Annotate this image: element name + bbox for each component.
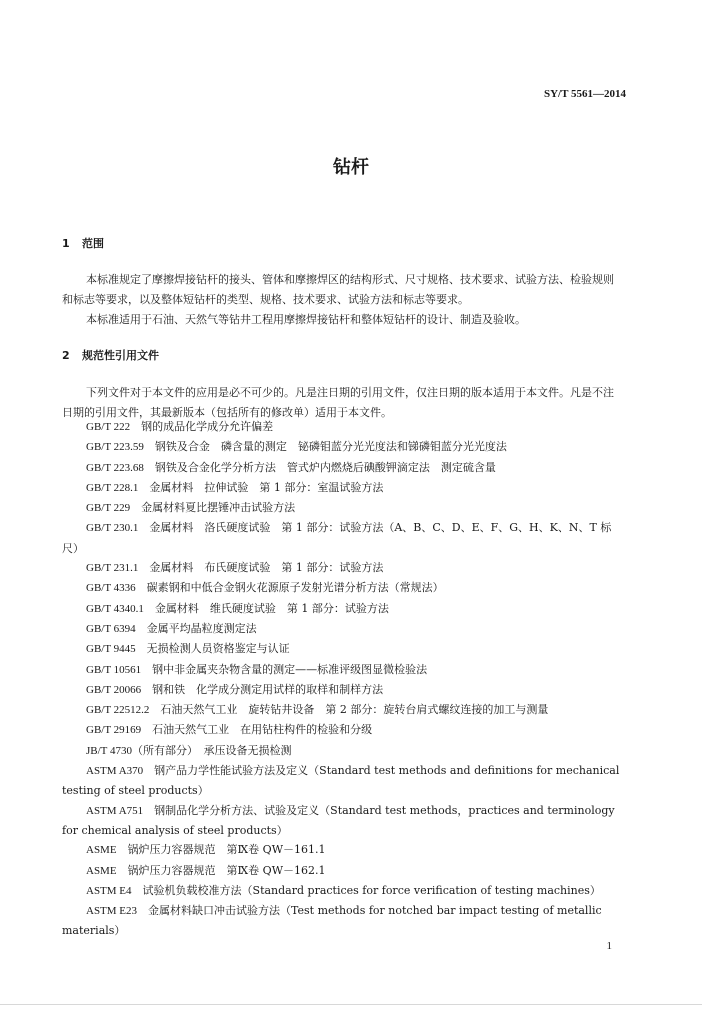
reference-title: 钢中非金属夹杂物含量的测定——标准评级图显微检验法 <box>152 662 428 676</box>
reference-item <box>62 720 624 740</box>
reference-item <box>62 437 624 457</box>
reference-item <box>62 680 624 700</box>
references-intro-paragraph: 下列文件对于本文件的应用是必不可少的。凡是注日期的引用文件，仅注日期的版本适用于本文件。凡是不注日期的引用文件，其最新版本（包括所有的修改单）适用于本文件。 <box>62 386 614 419</box>
reference-item <box>62 578 624 598</box>
reference-item <box>62 801 624 841</box>
page-bottom-divider <box>0 1004 702 1005</box>
reference-code: ASME <box>86 844 117 857</box>
reference-title: 锅炉压力容器规范 第Ⅸ卷 QW－161.1 <box>127 843 326 857</box>
page-number: 1 <box>606 940 612 952</box>
reference-code: ASTM E4 <box>86 884 132 897</box>
reference-code: ASTM E23 <box>86 905 138 918</box>
reference-title: 钢铁及合金化学分析方法 管式炉内燃烧后碘酸钾滴定法 测定硫含量 <box>154 460 496 474</box>
reference-item <box>62 558 624 578</box>
reference-item <box>62 901 624 941</box>
reference-code: GB/T 230.1 <box>86 522 139 535</box>
reference-title: 锅炉压力容器规范 第Ⅸ卷 QW－162.1 <box>127 863 326 877</box>
standard-code: SY/T 5561—2014 <box>543 88 626 100</box>
reference-title: 钢和铁 化学成分测定用试样的取样和制样方法 <box>152 682 384 696</box>
reference-item <box>62 417 624 437</box>
reference-title: 石油天然气工业 在用钻柱构件的检验和分级 <box>152 723 373 737</box>
reference-code: GB/T 29169 <box>86 724 142 737</box>
reference-title: 钢铁及合金 磷含量的测定 铋磷钼蓝分光光度法和锑磷钼蓝分光光度法 <box>154 440 507 454</box>
reference-title: 钢产品力学性能试验方法及定义（Standard test methods and definitions for mechanical testing of steel products） <box>62 764 620 798</box>
reference-title: 无损检测人员资格鉴定与认证 <box>146 642 290 656</box>
reference-code: GB/T 223.59 <box>86 441 144 454</box>
reference-title: 钢的成品化学成分允许偏差 <box>141 420 274 433</box>
reference-title: 钢制品化学分析方法、试验及定义（Standard test methods，practices and terminology for chemical analysis of steel products） <box>62 803 615 837</box>
reference-code: GB/T 222 <box>86 421 131 433</box>
reference-code: GB/T 22512.2 <box>86 704 150 717</box>
reference-code: GB/T 229 <box>86 502 131 515</box>
reference-title: 金属材料 洛氏硬度试验 第 1 部分：试验方法（A、B、C、D、E、F、G、H、K、N、T 标尺） <box>62 521 612 555</box>
reference-title: 金属材料 维氏硬度试验 第 1 部分：试验方法 <box>154 601 389 615</box>
reference-code: ASTM A370 <box>86 765 144 778</box>
reference-code: GB/T 10561 <box>86 663 142 676</box>
reference-item <box>62 498 624 518</box>
reference-item <box>62 861 624 881</box>
reference-item <box>62 700 624 720</box>
reference-title: 承压设备无损检测 <box>203 743 292 757</box>
reference-title: 石油天然气工业 旋转钻井设备 第 2 部分：旋转台肩式螺纹连接的加工与测量 <box>160 703 549 717</box>
reference-title: 金属材料 布氏硬度试验 第 1 部分：试验方法 <box>149 561 384 575</box>
reference-title: 碳素钢和中低合金钢火花源原子发射光谱分析方法（常规法） <box>146 581 444 595</box>
reference-title: 金属材料夏比摆锤冲击试验方法 <box>141 501 296 515</box>
scope-paragraph-2: 本标准适用于石油、天然气等钻井工程用摩擦焊接钻杆和整体短钻杆的设计、制造及验收。 <box>86 313 526 326</box>
section-title: 范围 <box>82 237 104 250</box>
reference-code: ASME <box>86 864 117 877</box>
section-heading-scope <box>62 235 104 251</box>
reference-item <box>62 478 624 498</box>
reference-code: JB/T 4730（所有部分） <box>86 744 193 757</box>
reference-title: 金属平均晶粒度测定法 <box>146 621 257 635</box>
reference-code: ASTM A751 <box>86 804 144 817</box>
reference-item <box>62 518 624 558</box>
section-number: 1 <box>62 237 70 250</box>
reference-item <box>62 761 624 801</box>
section-heading-normative-references <box>62 347 159 363</box>
reference-list <box>62 417 624 941</box>
reference-item <box>62 881 624 901</box>
reference-code: GB/T 231.1 <box>86 562 139 575</box>
reference-code: GB/T 228.1 <box>86 481 139 494</box>
section-title: 规范性引用文件 <box>82 349 159 362</box>
reference-title: 金属材料 拉伸试验 第 1 部分：室温试验方法 <box>149 480 384 494</box>
reference-title: 试验机负载校准方法（Standard practices for force verification of testing machines） <box>142 883 601 897</box>
reference-item <box>62 639 624 659</box>
section-number: 2 <box>62 349 70 362</box>
reference-code: GB/T 4336 <box>86 582 136 595</box>
reference-code: GB/T 20066 <box>86 683 142 696</box>
reference-item <box>62 660 624 680</box>
reference-item <box>62 741 624 761</box>
reference-item <box>62 458 624 478</box>
reference-code: GB/T 223.68 <box>86 461 144 474</box>
scope-paragraph-1: 本标准规定了摩擦焊接钻杆的接头、管体和摩擦焊区的结构形式、尺寸规格、技术要求、试验方法、检验规则和标志等要求，以及整体短钻杆的类型、规格、技术要求、试验方法和标志等要求。 <box>62 273 614 306</box>
reference-code: GB/T 6394 <box>86 622 136 635</box>
reference-title: 金属材料缺口冲击试验方法（Test methods for notched bar impact testing of metallic materials） <box>62 904 602 938</box>
reference-item <box>62 599 624 619</box>
reference-code: GB/T 9445 <box>86 643 136 656</box>
reference-item <box>62 619 624 639</box>
document-title: 钻杆 <box>333 157 369 178</box>
reference-code: GB/T 4340.1 <box>86 602 144 615</box>
reference-item <box>62 840 624 860</box>
